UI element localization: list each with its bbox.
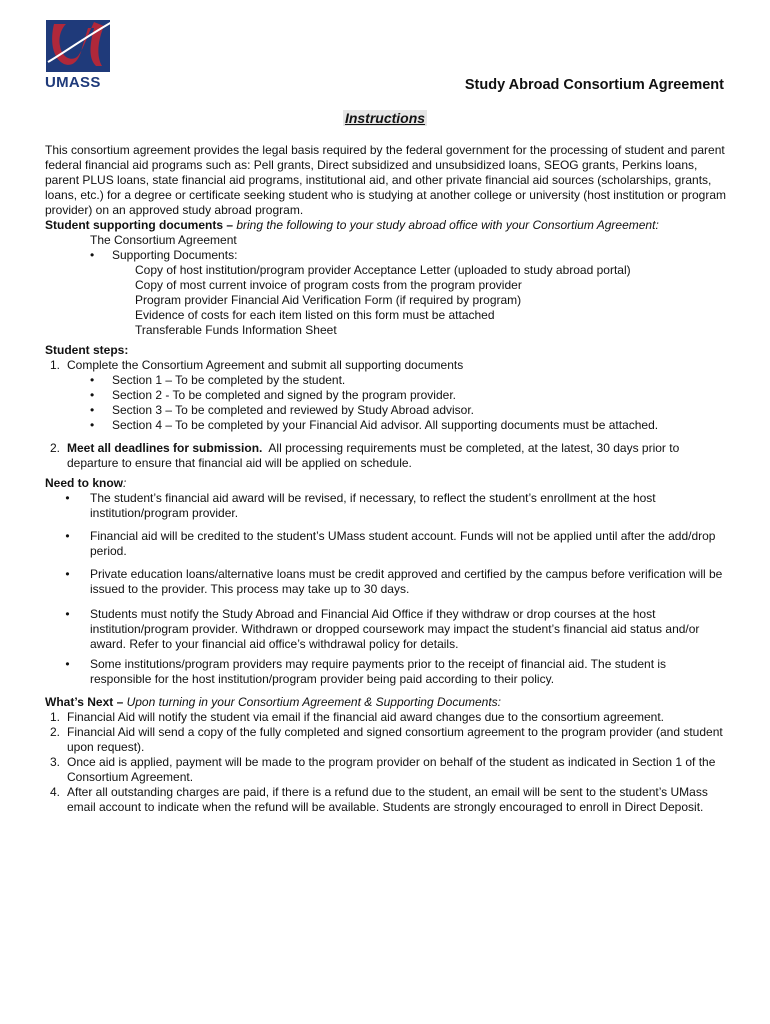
bullet-icon: •: [65, 607, 70, 621]
step-2-bold: Meet all deadlines for submission.: [67, 441, 263, 455]
section-item: • Section 3 – To be completed and reviewed by Study Abroad advisor.: [90, 403, 475, 417]
steps-heading: Student steps:: [45, 343, 129, 357]
step-2: [45, 441, 727, 471]
need-to-know-heading: Need to know: [45, 476, 124, 490]
bullet-icon: •: [90, 418, 95, 432]
bullet-icon: •: [65, 657, 70, 671]
supporting-heading-line: [45, 218, 727, 233]
bullet-icon: •: [65, 567, 70, 581]
intro-paragraph: This consortium agreement provides the legal basis required by the federal government for the processing of student and parent federal financial aid programs such as: Pell grants, Direct subsidized and unsubsidized loans, SEOG grants, Perkins loans, parent PLUS loans, state financial aid programs, institutional aid, and other private financial aid sources (scholarships, grants, loans, etc.) for a degree or certificate seeking student who is studying at another college or university (host institution or program provider) on an approved study abroad program.: [45, 143, 727, 217]
supporting-heading-note: bring the following to your study abroad office with your Consortium Agreement:: [233, 218, 659, 232]
doc-item: Program provider Financial Aid Verification Form (if required by program): [135, 293, 522, 307]
doc-item: Copy of host institution/program provider Acceptance Letter (uploaded to study abroad portal): [135, 263, 631, 277]
bullet-icon: •: [90, 388, 95, 402]
supporting-docs-list: [135, 263, 727, 338]
step-1: [45, 358, 727, 373]
need-heading-colon: :: [123, 476, 127, 490]
document-title: Study Abroad Consortium Agreement: [464, 77, 724, 93]
whats-next-heading: What’s Next –: [45, 695, 124, 709]
supporting-bullet: [90, 248, 727, 263]
next-item: 4. After all outstanding charges are paid, if there is a refund due to the student, an email will be sent to the student’s UMass email account to indicate when the refund will be available. Students are strongly encouraged to enroll in Direct Deposit.: [49, 785, 708, 814]
instructions-heading: Instructions: [344, 110, 426, 126]
doc-item: Transferable Funds Information Sheet: [135, 323, 337, 337]
step-number: 1.: [49, 358, 60, 372]
need-item: • Students must notify the Study Abroad and Financial Aid Office if they withdraw or drop courses at the host institution/program provider. Withdrawn or dropped coursework may impact the student’s financial aid status and/or award. Refer to your financial aid office’s withdrawal policy for details.: [45, 607, 727, 652]
bullet-icon: •: [90, 373, 95, 387]
need-heading-line: [45, 476, 727, 491]
instructions-heading-wrap: [0, 110, 770, 128]
logo-wordmark: UMASS: [45, 74, 101, 91]
next-item: 1. Financial Aid will notify the student via email if the financial aid award changes due to the consortium agreement.: [49, 710, 664, 724]
supporting-bullet-label: Supporting Documents:: [112, 248, 238, 262]
whats-next-note: Upon turning in your Consortium Agreement & Supporting Documents:: [123, 695, 501, 709]
need-item: • The student’s financial aid award will be revised, if necessary, to reflect the student’s enrollment at the host institution/program provider.: [45, 491, 727, 521]
step-text: Complete the Consortium Agreement and submit all supporting documents: [67, 358, 464, 372]
step-2-text: All processing requirements must be completed, at the latest, 30 days prior to departure to ensure that financial aid will be applied on schedule.: [67, 441, 683, 470]
next-item: 3. Once aid is applied, payment will be made to the program provider on behalf of the student as indicated in Section 1 of the Consortium Agreement.: [49, 755, 716, 784]
need-item: • Some institutions/program providers may require payments prior to the receipt of financial aid. The student is responsible for the host institution/program provider being paid according to their policy.: [45, 657, 727, 687]
need-item: • Private education loans/alternative loans must be credit approved and certified by the campus before verification will be issued to the provider. This process may take up to 30 days.: [45, 567, 727, 597]
bullet-icon: •: [65, 491, 70, 505]
doc-item: Evidence of costs for each item listed on this form must be attached: [135, 308, 495, 322]
section-item: • Section 1 – To be completed by the student.: [90, 373, 346, 387]
consortium-agreement-item: The Consortium Agreement: [90, 233, 237, 247]
sections-list: [90, 373, 727, 433]
doc-item: Copy of most current invoice of program costs from the program provider: [135, 278, 522, 292]
section-item: • Section 4 – To be completed by your Financial Aid advisor. All supporting documents must be attached.: [90, 418, 659, 432]
next-item: 2. Financial Aid will send a copy of the fully completed and signed consortium agreement to the program provider (and student upon request).: [49, 725, 723, 754]
document-body: [45, 143, 727, 815]
supporting-heading: Student supporting documents –: [45, 218, 233, 232]
bullet-icon: •: [90, 248, 95, 262]
section-item: • Section 2 - To be completed and signed by the program provider.: [90, 388, 456, 402]
whats-next-heading-line: [45, 695, 727, 710]
bullet-icon: •: [65, 529, 70, 543]
need-item: • Financial aid will be credited to the student’s UMass student account. Funds will not be applied until after the add/drop period.: [45, 529, 727, 559]
step-number: 2.: [49, 441, 60, 455]
bullet-icon: •: [90, 403, 95, 417]
